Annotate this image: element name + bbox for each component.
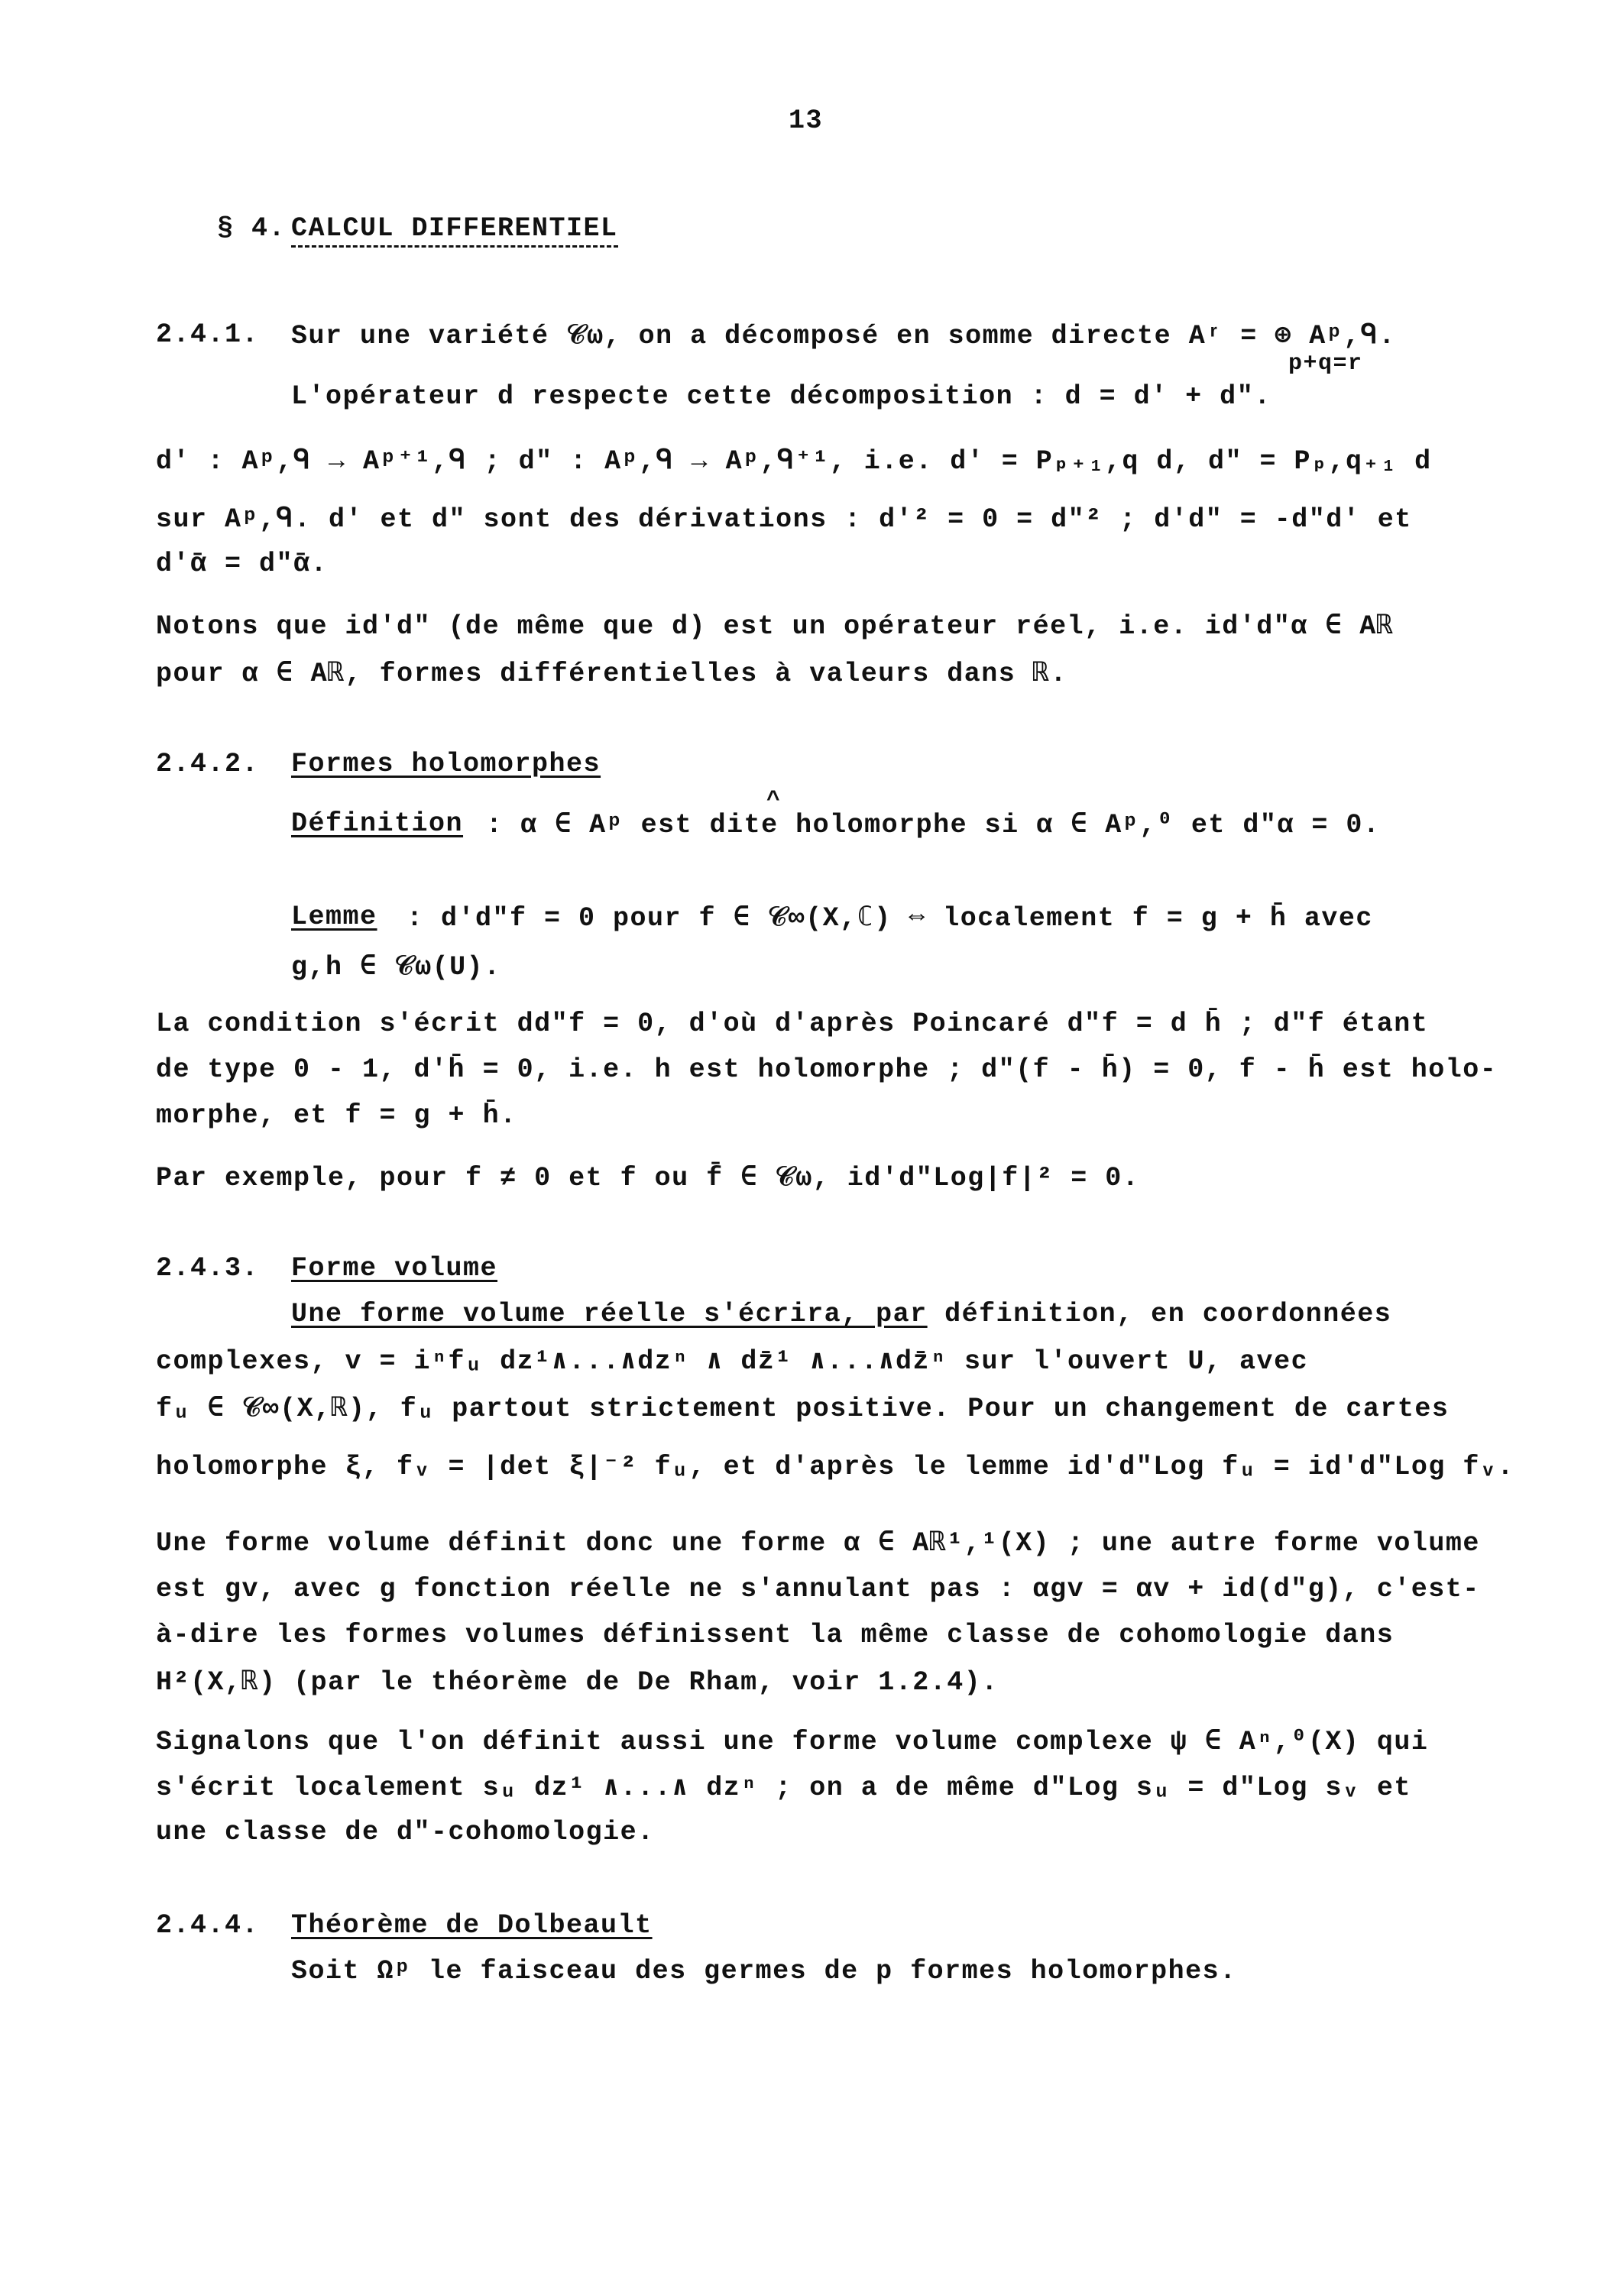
s243-line-1: [291, 1299, 1391, 1329]
s244-line-1: Soit Ωᵖ le faisceau des germes de p formes holomorphes.: [291, 1956, 1237, 1987]
subsection-number-2-4-1: 2.4.1.: [156, 319, 260, 350]
subsection-title-dolbeault: Théorème de Dolbeault: [291, 1910, 653, 1941]
s241-line-4: sur Aᵖ,ᑫ. d' et d" sont des dérivations : d'² = 0 = d"² ; d'd" = -d"d' et: [156, 504, 1412, 535]
section-title: CALCUL DIFFERENTIEL: [291, 213, 618, 248]
lemme-text: : d'd"f = 0 pour f ∈ 𝒞∞(X,ℂ) ⇔ localement f = g + h̄ avec: [407, 903, 1373, 934]
s241-line-2: L'opérateur d respecte cette décomposition : d = d' + d".: [291, 381, 1271, 412]
s243-complex-line-1: Signalons que l'on définit aussi une forme volume complexe ψ ∈ Aⁿ,⁰(X) qui: [156, 1727, 1429, 1757]
definition-label: Définition: [291, 808, 464, 839]
s242-example: Par exemple, pour f ≠ 0 et f ou f̄ ∈ 𝒞ω, id'd"Log|f|² = 0.: [156, 1163, 1140, 1193]
s243-para-line-4: H²(X,ℝ) (par le théorème de De Rham, voir 1.2.4).: [156, 1667, 999, 1698]
s241-line-5: d'ᾱ = d"ᾱ.: [156, 549, 329, 579]
subsection-number-2-4-3: 2.4.3.: [156, 1253, 260, 1284]
s241-line-1: Sur une variété 𝒞ω, on a décomposé en somme directe Aʳ = ⊕ Aᵖ,ᑫ.: [291, 321, 1396, 351]
page-number: 13: [789, 105, 824, 136]
s242-para-line-2: de type 0 - 1, d'h̄ = 0, i.e. h est holomorphe ; d"(f - h̄) = 0, f - h̄ est holo-: [156, 1054, 1498, 1085]
s243-para-line-3: à-dire les formes volumes définissent la même classe de cohomologie dans: [156, 1620, 1395, 1650]
s241-direct-sum-index: p+q=r: [1288, 351, 1363, 377]
definition-text: : α ∈ Aᵖ est dite holomorphe si α ∈ Aᵖ,⁰ et d"α = 0.: [486, 810, 1381, 840]
s243-complex-line-2: s'écrit localement sᵤ dz¹ ∧...∧ dzⁿ ; on a de même d"Log sᵤ = d"Log sᵥ et: [156, 1773, 1411, 1803]
s241-line-6: Notons que id'd" (de même que d) est un opérateur réel, i.e. id'd"α ∈ Aℝ: [156, 611, 1395, 642]
s242-para-line-1: La condition s'écrit dd"f = 0, d'où d'après Poincaré d"f = d h̄ ; d"f étant: [156, 1009, 1429, 1039]
s243-para-line-2: est gv, avec g fonction réelle ne s'annulant pas : αgv = αv + id(d"g), c'est-: [156, 1574, 1480, 1605]
s242-para-line-3: morphe, et f = g + h̄.: [156, 1100, 517, 1131]
s243-complex-line-3: une classe de d"-cohomologie.: [156, 1817, 655, 1847]
s243-line-4: holomorphe ξ, fᵥ = |det ξ|⁻² fᵤ, et d'après le lemme id'd"Log fᵤ = id'd"Log fᵥ.: [156, 1452, 1514, 1482]
subsection-number-2-4-2: 2.4.2.: [156, 749, 260, 779]
subsection-number-2-4-4: 2.4.4.: [156, 1910, 260, 1941]
s243-line-2: complexes, v = iⁿfᵤ dz¹∧...∧dzⁿ ∧ dz̄¹ ∧...∧dz̄ⁿ sur l'ouvert U, avec: [156, 1346, 1309, 1377]
subsection-title-formes-holomorphes: Formes holomorphes: [291, 749, 601, 779]
s243-para-line-1: Une forme volume définit donc une forme α ∈ Aℝ¹,¹(X) ; une autre forme volume: [156, 1528, 1480, 1559]
s243-line-3: fᵤ ∈ 𝒞∞(X,ℝ), fᵤ partout strictement positive. Pour un changement de cartes: [156, 1394, 1450, 1424]
s243-line-1-underlined: Une forme volume réelle s'écrira, par: [291, 1299, 928, 1329]
lemme-text-2: g,h ∈ 𝒞ω(U).: [291, 952, 501, 983]
lemme-label: Lemme: [291, 902, 377, 932]
subsection-title-forme-volume: Forme volume: [291, 1253, 498, 1284]
s243-line-1-rest: définition, en coordonnées: [927, 1299, 1392, 1329]
s241-line-7: pour α ∈ Aℝ, formes différentielles à valeurs dans ℝ.: [156, 659, 1067, 689]
section-label: § 4.: [217, 213, 287, 244]
hat-accent: ^: [766, 788, 781, 814]
s241-line-3: d' : Aᵖ,ᑫ → Aᵖ⁺¹,ᑫ ; d" : Aᵖ,ᑫ → Aᵖ,ᑫ⁺¹, i.e. d' = Pₚ₊₁,q d, d" = Pₚ,q₊₁ d: [156, 446, 1432, 477]
